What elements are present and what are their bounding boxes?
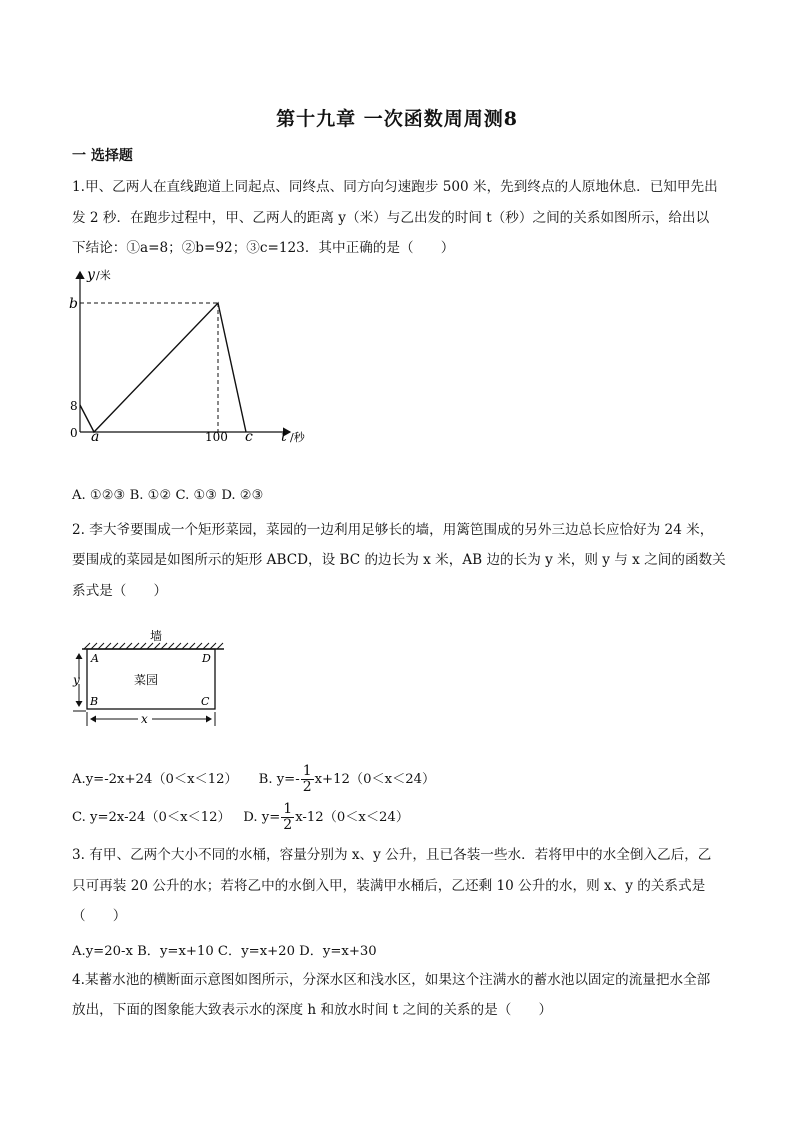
tick-a: a	[91, 429, 100, 445]
q2-line-3: 系式是（ ）	[72, 583, 168, 599]
vertex-B: B	[90, 695, 99, 708]
q1-options: A. ①②③ B. ①② C. ①③ D. ②③	[72, 488, 264, 503]
vertex-C: C	[201, 695, 210, 708]
origin-label: 0	[70, 426, 78, 440]
y-dimension-label: y	[73, 673, 80, 687]
page-title: 第十九章 一次函数周周测8	[276, 108, 518, 130]
q3-line-3: （ ）	[72, 908, 127, 924]
x-axis-label: t	[281, 429, 287, 445]
q2-garden-figure	[68, 626, 238, 738]
tick-c: c	[245, 429, 253, 445]
q1-line-1: 1.甲、乙两人在直线跑道上同起点、同终点、同方向匀速跑步 500 米，先到终点的人原地休息．已知甲先出	[72, 179, 718, 195]
q4-line-1: 4.某蓄水池的横断面示意图如图所示，分深水区和浅水区，如果这个注满水的蓄水池以固定的流量把水全部	[72, 972, 711, 988]
q4-line-2: 放出，下面的图象能大致表示水的深度 h 和放水时间 t 之间的关系的是（ ）	[72, 1002, 553, 1018]
vertex-D: D	[202, 652, 211, 665]
wall-hatching	[84, 643, 223, 649]
q2-line-2: 要围成的菜园是如图所示的矩形 ABCD，设 BC 的边长为 x 米，AB 边的长为 y 米，则 y 与 x 之间的函数关	[72, 552, 726, 568]
garden-label: 菜园	[134, 673, 159, 687]
fraction-one-half: $\frac{1}{2}$	[283, 801, 293, 833]
q3-line-2: 只可再装 20 公升的水；若将乙中的水倒入甲，装满甲水桶后，乙还剩 10 公升的水，则 x、y 的关系式是	[72, 878, 706, 894]
q2-options-row-2	[72, 802, 409, 833]
wall-label: 墙	[150, 629, 163, 643]
tick-b: b	[69, 296, 78, 312]
tick-100: 100	[205, 430, 228, 444]
q3-options: A.y=20-x B．y=x+10 C．y=x+20 D．y=x+30	[72, 944, 377, 959]
fraction-one-half: $\frac{1}{2}$	[302, 763, 312, 795]
q2-option-d-suffix: x-12（0＜x＜24）	[295, 810, 410, 825]
distance-curve	[80, 303, 246, 432]
q3-line-1: 3. 有甲、乙两个大小不同的水桶，容量分别为 x、y 公升，且已各装一些水．若将甲中的水全倒入乙后，乙	[72, 847, 712, 863]
vertex-A: A	[91, 652, 99, 665]
q2-option-c: C. y=2x-24（0＜x＜12）	[72, 810, 231, 825]
tick-8: 8	[70, 399, 78, 413]
q1-line-2: 发 2 秒．在跑步过程中，甲、乙两人的距离 y（米）与乙出发的时间 t（秒）之间的关系如图所示，给出以	[72, 210, 710, 226]
y-axis-label: y	[87, 267, 95, 283]
section-heading: 一 选择题	[72, 148, 133, 164]
y-unit-label: /米	[96, 269, 111, 282]
q2-options-row-1	[72, 764, 435, 795]
q1-distance-time-graph	[60, 262, 320, 452]
q2-option-a: A.y=-2x+24（0＜x＜12）	[72, 772, 238, 787]
x-unit-label: /秒	[290, 431, 305, 444]
q2-line-1: 2. 李大爷要围成一个矩形菜园，菜园的一边利用足够长的墙，用篱笆围成的另外三边总长应恰好为 24 米，	[72, 522, 714, 538]
q1-line-3: 下结论：①a=8；②b=92；③c=123．其中正确的是（ ）	[72, 240, 455, 256]
x-dimension-label: x	[141, 712, 148, 726]
q2-option-b-suffix: x+12（0＜x＜24）	[314, 772, 436, 787]
q2-option-d-prefix: D. y=	[243, 810, 281, 825]
q2-option-b-prefix: B. y=-	[258, 772, 300, 787]
